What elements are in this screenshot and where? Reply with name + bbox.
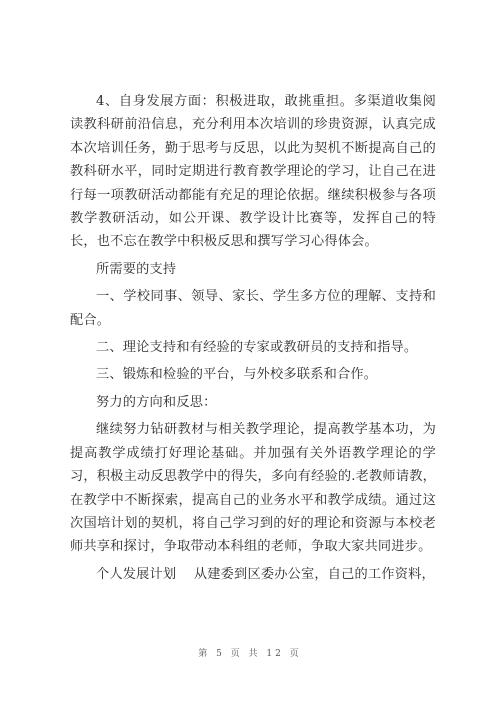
- support-item-3: 三、锻炼和检验的平台，与外校多联系和合作。: [96, 367, 378, 383]
- paragraph-direction-reflection: 继续努力钻研教材与相关教学理论，提高教学基本功，为提高教学成绩打好理论基础。并加强有关外语教学理论的学习，积极主动反思教学中的得失，多向有经验的.老教师请教，在教学中不断探索，提高自己的业务水平和教学成绩。通过这次国培计划的契机，将自己学习到的好的理论和资源与本校老师共享和探讨，争取带动本科组的老师，争取大家共同进步。: [70, 422, 436, 555]
- page-number-footer: 第 5 页 共 12 页: [198, 649, 302, 659]
- paragraph-self-development: 4、自身发展方面：积极进取，敢挑重担。多渠道收集阅读教科研前沿信息，充分利用本次培训的珍贵资源，认真完成本次培训任务，勤于思考与反思，以此为契机不断提高自己的教科研水平，同时定期进行教育教学理论的学习，让自己在进行每一项教研活动都能有充足的理论依据。继续积极参与各项教学教研活动，如公开课、教学设计比赛等，发挥自己的特长，也不忘在教学中积极反思和撰写学习心得体会。: [70, 94, 436, 250]
- paragraph-personal-plan: 个人发展计划 从建委到区委办公室，自己的工作资料，: [96, 566, 435, 582]
- support-item-2: 二、理论支持和有经验的专家或教研员的支持和指导。: [96, 340, 418, 356]
- heading-needed-support: 所需要的支持: [96, 261, 177, 277]
- heading-direction-reflection: 努力的方向和反思：: [96, 394, 217, 410]
- support-item-1: 一、学校同事、领导、家长、学生多方位的理解、支持和配合。: [70, 289, 436, 328]
- document-body: [70, 90, 436, 586]
